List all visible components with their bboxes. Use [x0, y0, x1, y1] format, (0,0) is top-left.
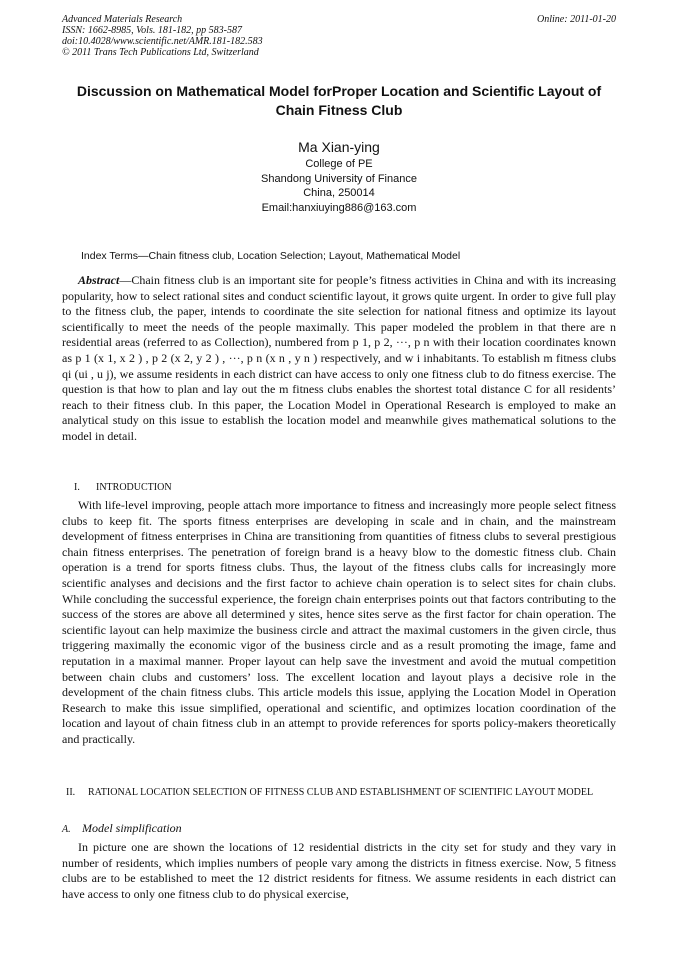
journal-name: Advanced Materials Research	[62, 14, 183, 25]
abstract-label: Abstract	[78, 273, 120, 287]
section-number: I.	[74, 482, 80, 493]
copyright-line: © 2011 Trans Tech Publications Ltd, Switzerland	[62, 47, 259, 58]
author-affiliation-college: College of PE	[305, 158, 373, 170]
subsection-title: Model simplification	[82, 821, 182, 835]
section-title: RATIONAL LOCATION SELECTION OF FITNESS CLUB AND ESTABLISHMENT OF SCIENTIFIC LAYOUT MODEL	[88, 787, 594, 798]
section-title: INTRODUCTION	[96, 482, 172, 493]
subsection-number: A.	[62, 824, 71, 835]
section-heading-introduction	[62, 480, 616, 495]
subsection-heading-model-simplification	[62, 821, 182, 837]
section-number: II.	[66, 787, 76, 798]
author-affiliation-university: Shandong University of Finance	[261, 172, 417, 185]
section-heading-rational-location	[62, 785, 616, 800]
introduction-paragraph: With life-level improving, people attach more importance to fitness and increasingly more people select fitness clubs to keep fit. The sports fitness enterprises are developing in scale and in chain, and the mainstream development of fitness enterprises in China are transitioning from quantities of fitness clubs to several prestigious chain fitness enterprises. The penetration of foreign brand is a heavy blow to the domestic fitness club. Chain operation is a trend for sports fitness clubs. Thus, the layout of the fitness clubs calls for increasingly more scientific analyses and decisions and the first factor to achieve chain operation is to select sites for chain clubs. While concluding the successful experience, the foreign chain enterprises points out that factors contributing to the success of the stores are above all determined y sites, hence sites serve as the first factor for chain operation. The scientific layout can help maximize the business circle and attract the maximal customers in the given circle, thus triggering maximally the economic vigor of the business circle and as a result promoting the image, fame and reputation in a maximal manner. Proper layout can help save the investment and avoid the mutual competition between chain clubs and customers’ loss. The excellent location and layout plays a decisive role in the development of the chain fitness clubs. This article models this issue, applying the Location Model in Operation Research to make this issue simplified, operational and scientific, and optimizes location coordination of the location and layout of chain fitness club in an attempt to provide references for sports policy-makers theoretically and practically.	[62, 498, 616, 746]
author-email: Email:hanxiuying886@163.com	[261, 201, 417, 214]
author-block	[0, 138, 678, 215]
author-name: Ma Xian-ying	[298, 139, 380, 155]
index-terms: Index Terms—Chain fitness club, Location Selection; Layout, Mathematical Model	[81, 250, 461, 262]
model-simplification-paragraph: In picture one are shown the locations of 12 residential districts in the city set for study and they vary in number of residents, which implies numbers of people vary among the districts in fitness exercise. Now, 5 fitness clubs are to be established to meet the 12 district residents for fitness. We assume residents in each district can have access to only one fitness club to do physical exercise,	[62, 840, 616, 901]
issn-line: ISSN: 1662-8985, Vols. 181-182, pp 583-587	[62, 25, 242, 36]
abstract-paragraph	[62, 273, 616, 445]
online-date: Online: 2011-01-20	[537, 14, 616, 25]
journal-header	[62, 14, 616, 58]
paper-title: Discussion on Mathematical Model forProper Location and Scientific Layout of Chain Fitness Club	[76, 83, 602, 118]
author-location: China, 250014	[303, 187, 375, 199]
abstract-text: —Chain fitness club is an important site for people’s fitness activities in China and with its increasing popularity, how to select rational sites and conduct scientific layout, it grows quite urgent. In order to give full play to the fitness club, the paper, intends to coordinate the site selection for national fitness and optimize its layout scientifically to meet the needs of the people maximally. This paper modeled the problem in that there are n residential areas (referred to as Collection), numbered from p 1, p 2, ···, p n with their location coordinates known as p 1 (x 1, x 2 ) , p 2 (x 2, y 2 ) , ···, p n (x n , y n ) respectively, and w i inhabitants. To establish m fitness clubs qi (ui , u j), we assume residents in each district can have access to only one fitness club to do fitness exercise. The question is that how to plan and lay out the m fitness clubs enables the shortest total distance C for all residents’ reach to their fitness club. In this paper, the Location Model in Operational Research is employed to make an analytical study on this issue to establish the location model and meanwhile gives mathematical solutions to the model in detail.	[62, 273, 616, 443]
doi-line: doi:10.4028/www.scientific.net/AMR.181-182.583	[62, 36, 263, 47]
